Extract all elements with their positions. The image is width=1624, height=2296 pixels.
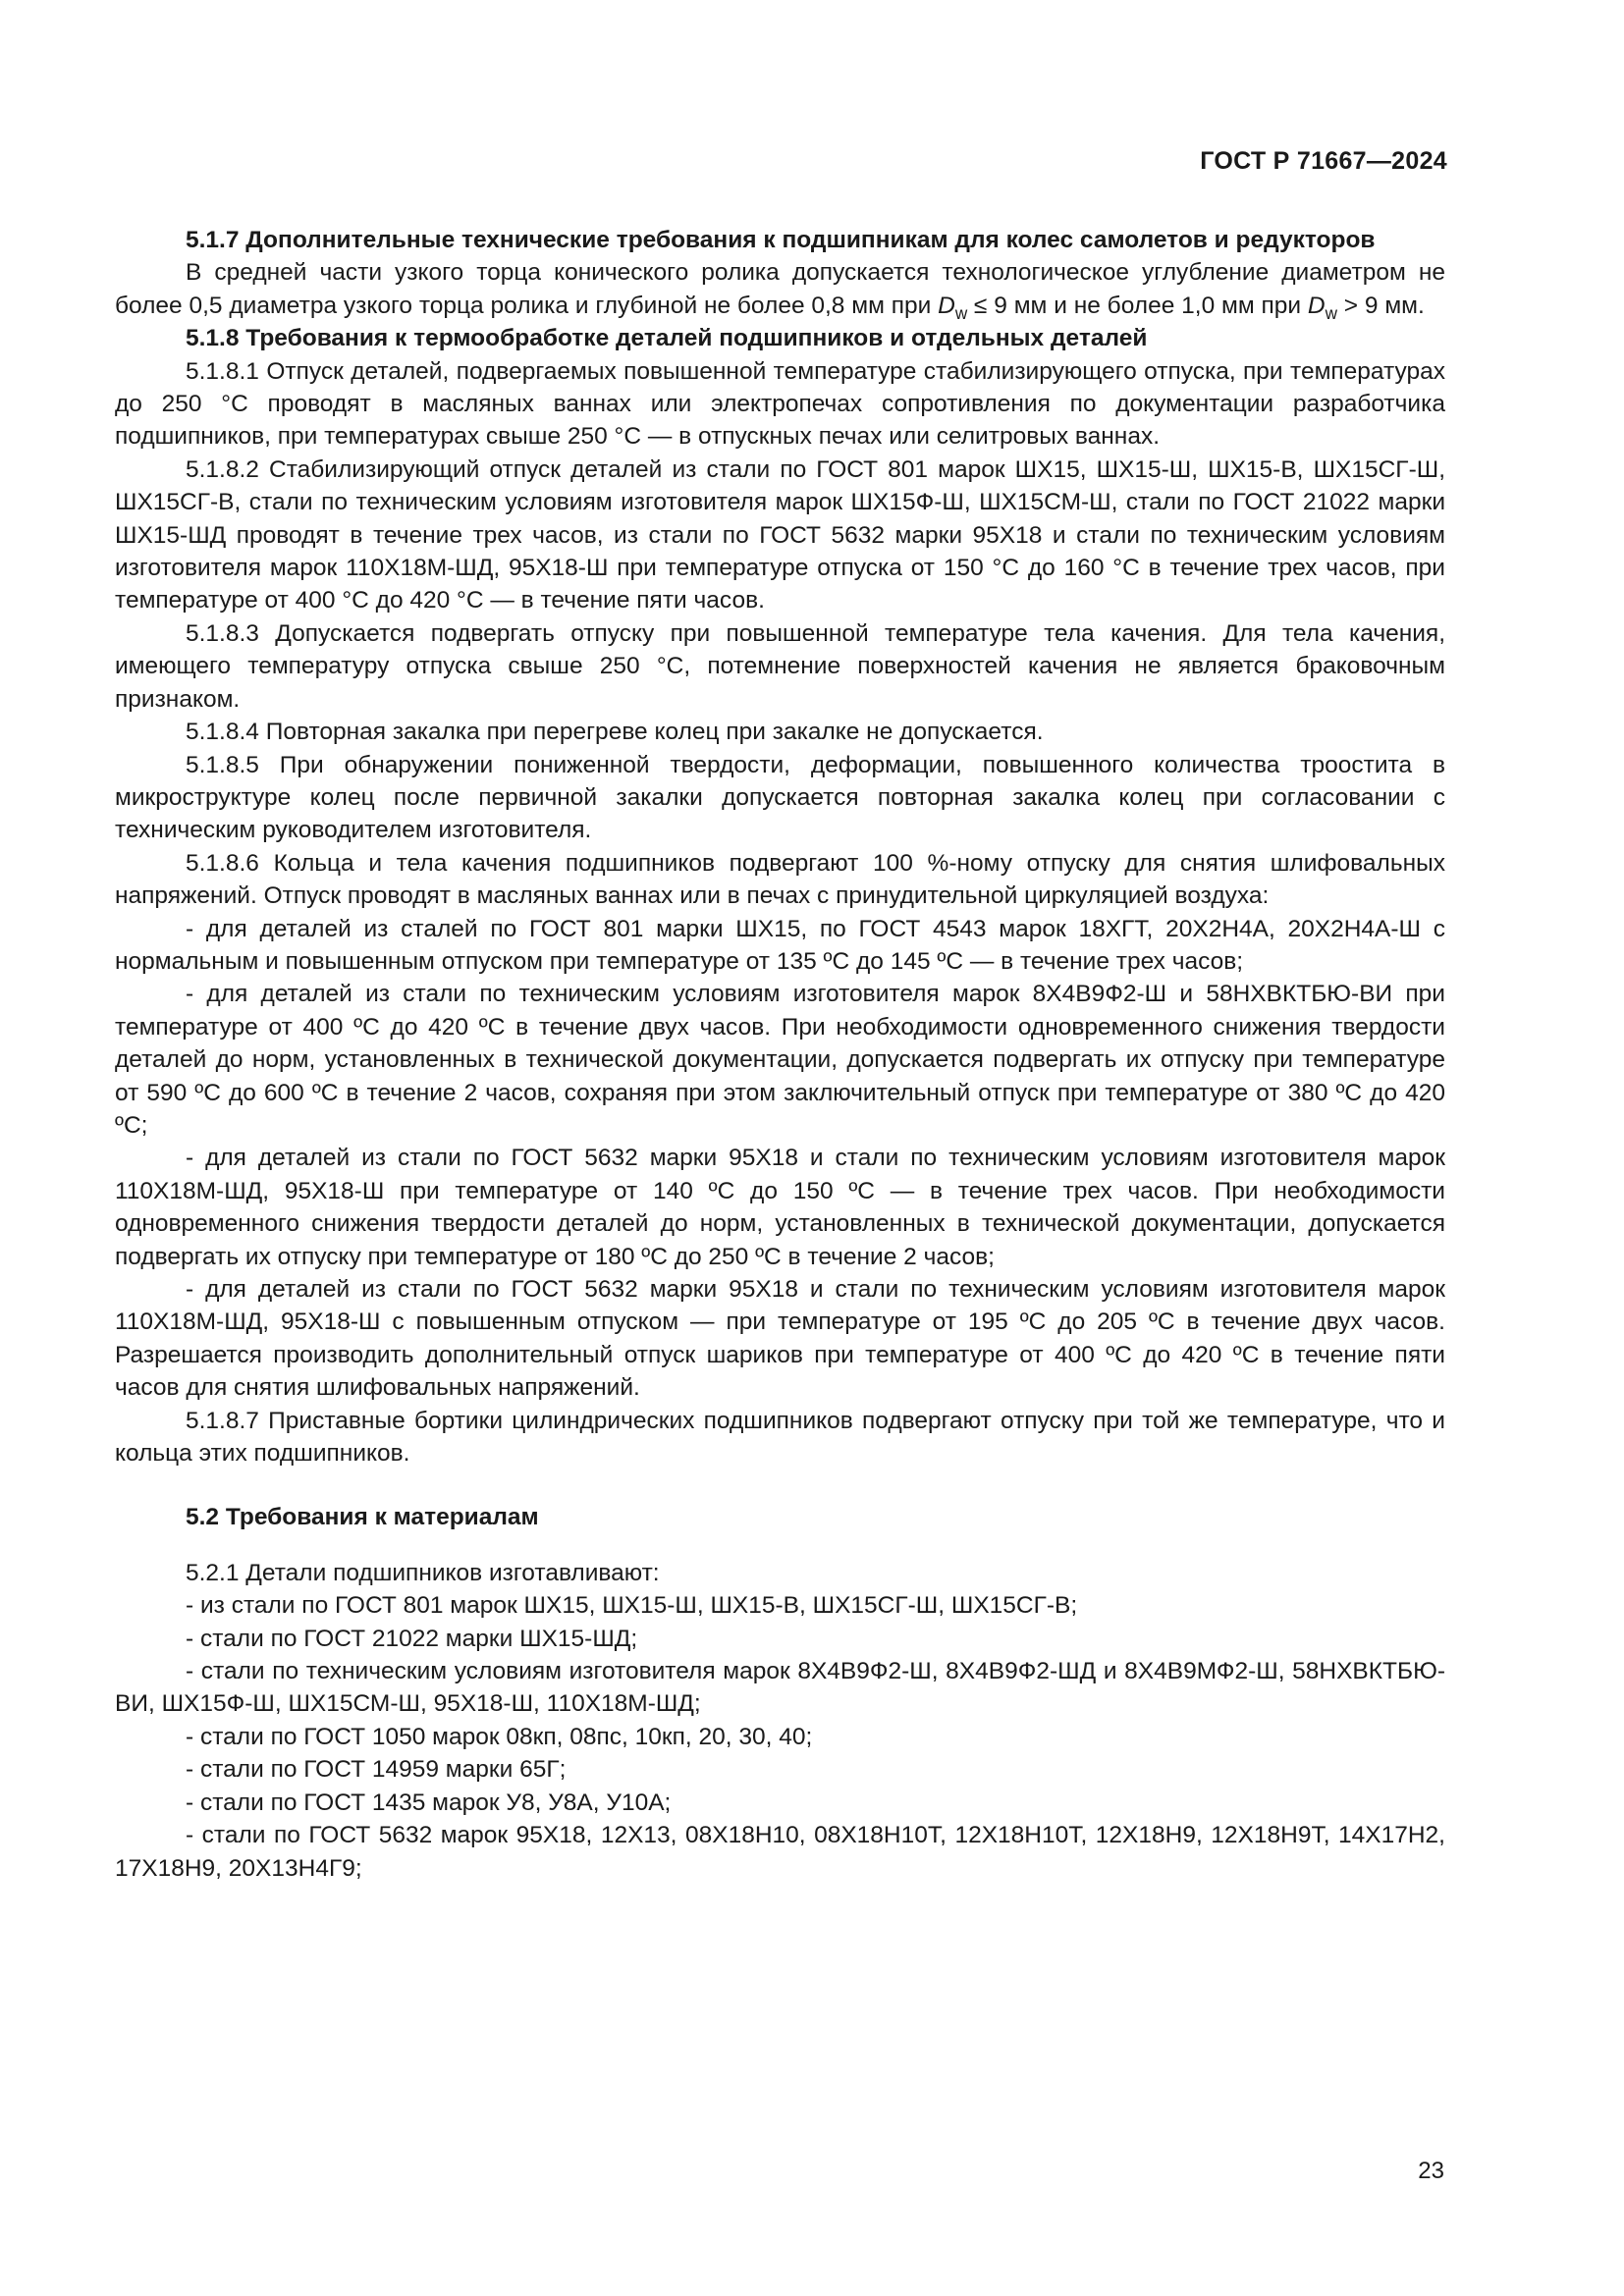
paragraph-5-1-8-5: 5.1.8.5 При обнаружении пониженной твердости, деформации, повышенного количества троостита в микроструктуре колец после первичной закалки допускается повторная закалка колец при согласовании с техническим руководителем изготовителя. — [115, 751, 1445, 844]
list-item: - для деталей из стали по ГОСТ 5632 марки 95Х18 и стали по техническим условиям изготовителя марок 110Х18М-ШД, 95Х18-Ш при температуре от 140 ºС до 150 ºС — в течение трех часов. При необходимости одновременного снижения твердости деталей до норм, установленных в технической документации, допускается подвергать их отпуску при температуре от 180 ºС до 250 ºС в течение 2 часов; — [115, 1145, 1445, 1270]
paragraph-5-1-8-3: 5.1.8.3 Допускается подвергать отпуску при повышенной температуре тела качения. Для тела качения, имеющего температуру отпуска свыше 250 °С, потемнение поверхностей качения не является браковочным признаком. — [115, 619, 1445, 713]
list-item: - стали по ГОСТ 5632 марок 95Х18, 12Х13, 08Х18Н10, 08Х18Н10Т, 12Х18Н10Т, 12Х18Н9, 12Х18Н9Т, 14Х17Н2, 17Х18Н9, 20Х13Н4Г9; — [115, 1822, 1445, 1882]
list-item: - стали по ГОСТ 1050 марок 08кп, 08пс, 10кп, 20, 30, 40; — [186, 1723, 813, 1750]
section-5-1-7-text: В средней части узкого торца конического ролика допускается технологическое углубление диаметром не более 0,5 диаметра узкого торца ролика и глубиной не более 0,8 мм при $D_w \le 9$ мм и не более 1,0 мм при $D_w > 9$ мм. — [115, 259, 1445, 323]
document-body — [115, 224, 1445, 1885]
section-5-1-7-title: 5.1.7 Дополнительные технические требования к подшипникам для колес самолетов и редукторов — [186, 227, 1376, 253]
document-header-id: ГОСТ Р 71667—2024 — [1200, 147, 1447, 175]
paragraph-5-1-8-6: 5.1.8.6 Кольца и тела качения подшипников подвергают 100 %-ному отпуску для снятия шлифовальных напряжений. Отпуск проводят в масляных ваннах или в печах с принудительной циркуляцией воздуха: — [115, 849, 1445, 910]
list-item: - стали по техническим условиям изготовителя марок 8Х4В9Ф2-Ш, 8Х4В9Ф2-ШД и 8Х4В9МФ2-Ш, 58НХВКТБЮ-ВИ, ШХ15Ф-Ш, ШХ15СМ-Ш, 95Х18-Ш, 110Х18М-ШД; — [115, 1658, 1445, 1718]
list-item: - из стали по ГОСТ 801 марок ШХ15, ШХ15-Ш, ШХ15-В, ШХ15СГ-Ш, ШХ15СГ-В; — [186, 1592, 1078, 1620]
page-number: 23 — [1418, 2158, 1444, 2184]
list-item: - для деталей из сталей по ГОСТ 801 марки ШХ15, по ГОСТ 4543 марок 18ХГТ, 20Х2Н4А, 20Х2Н4А-Ш с нормальным и повышенным отпуском при температуре от 135 ºС до 145 ºС — в течение трех часов; — [115, 915, 1445, 975]
paragraph-5-1-8-2: 5.1.8.2 Стабилизирующий отпуск деталей из стали по ГОСТ 801 марок ШХ15, ШХ15-Ш, ШХ15-В, ШХ15СГ-Ш, ШХ15СГ-В, стали по техническим условиям изготовителя марок ШХ15Ф-Ш, ШХ15СМ-Ш, стали по ГОСТ 21022 марки ШХ15-ШД проводят в течение трех часов, из стали по ГОСТ 5632 марки 95Х18 и стали по техническим условиям изготовителя марок 110Х18М-ШД, 95Х18-Ш при температуре отпуска от 150 °С до 160 °С в течение трех часов, при температуре от 400 °С до 420 °С — в течение пяти часов. — [115, 455, 1445, 614]
paragraph-5-1-8-4: 5.1.8.4 Повторная закалка при перегреве колец при закалке не допускается. — [186, 719, 1044, 746]
section-5-1-8-title: 5.1.8 Требования к термообработке деталей подшипников и отдельных деталей — [186, 325, 1148, 352]
list-item: - для деталей из стали по техническим условиям изготовителя марок 8Х4В9Ф2-Ш и 58НХВКТБЮ-ВИ при температуре от 400 ºС до 420 ºС в течение двух часов. При необходимости одновременного снижения твердости деталей до норм, установленных в технической документации, допускается подвергать их отпуску при температуре от 590 ºС до 600 ºС в течение 2 часов, сохраняя при этом заключительный отпуск при температуре от 380 ºС до 420 ºС; — [115, 981, 1445, 1139]
paragraph-5-1-8-7: 5.1.8.7 Приставные бортики цилиндрических подшипников подвергают отпуску при той же температуре, что и кольца этих подшипников. — [115, 1407, 1445, 1468]
list-item: - стали по ГОСТ 21022 марки ШХ15-ШД; — [186, 1625, 638, 1652]
section-5-2-title: 5.2 Требования к материалам — [186, 1504, 539, 1531]
paragraph-5-1-8-1: 5.1.8.1 Отпуск деталей, подвергаемых повышенной температуре стабилизирующего отпуска, при температурах до 250 °С проводят в масляных ваннах или электропечах сопротивления по документации разработчика подшипников, при температурах свыше 250 °С — в отпускных печах или селитровых ваннах. — [115, 357, 1445, 451]
list-item: - стали по ГОСТ 14959 марки 65Г; — [186, 1756, 567, 1784]
list-item: - для деталей из стали по ГОСТ 5632 марки 95Х18 и стали по техническим условиям изготовителя марок 110Х18М-ШД, 95Х18-Ш с повышенным отпуском — при температуре от 195 ºС до 205 ºС в течение двух часов. Разрешается производить дополнительный отпуск шариков при температуре от 400 ºС до 420 ºС в течение пяти часов для снятия шлифовальных напряжений. — [115, 1276, 1445, 1402]
list-item: - стали по ГОСТ 1435 марок У8, У8А, У10А; — [186, 1789, 672, 1816]
paragraph-5-2-1: 5.2.1 Детали подшипников изготавливают: — [186, 1559, 660, 1586]
